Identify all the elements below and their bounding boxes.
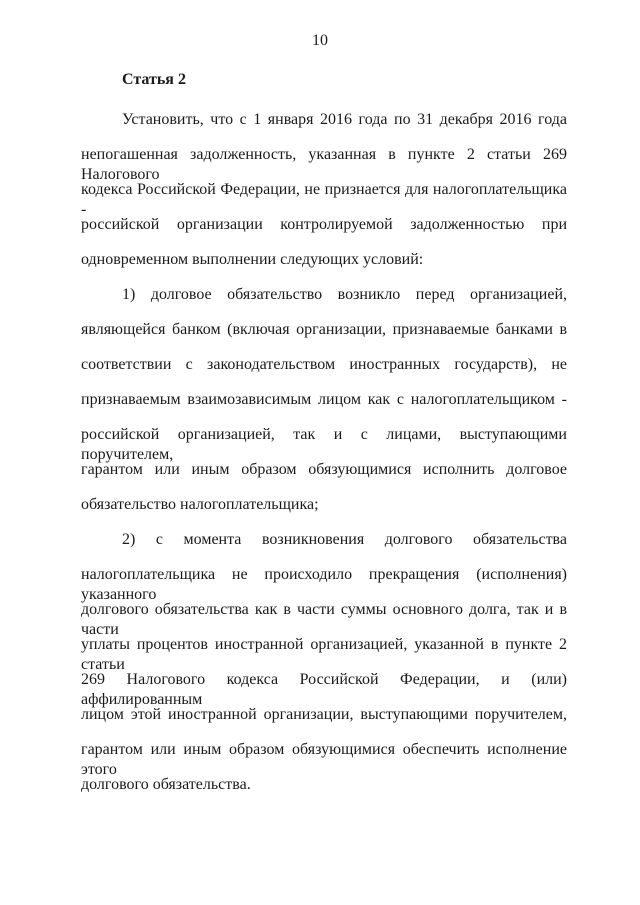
text-line: гарантом или иным образом обязующимися обеспечить исполнение этого (81, 741, 567, 778)
article-heading: Статья 2 (122, 71, 186, 88)
text-line: долгового обязательства. (81, 776, 251, 793)
text-line: 269 Налогового кодекса Российской Федерации, и (или) аффилированным (81, 671, 567, 708)
text-line: одновременном выполнении следующих условий: (81, 251, 424, 268)
page-number: 10 (312, 32, 328, 49)
text-line: российской организацией, так и с лицами, выступающими поручителем, (81, 426, 567, 463)
text-line: обязательство налогоплательщика; (81, 496, 319, 513)
text-line: российской организации контролируемой задолженностью при (81, 216, 567, 233)
text-line: кодекса Российской Федерации, не признается для налогоплательщика - (81, 181, 567, 218)
text-line: долгового обязательства как в части суммы основного долга, так и в части (81, 601, 567, 638)
text-line: лицом этой иностранной организации, выступающими поручителем, (81, 706, 567, 723)
text-line: Установить, что с 1 января 2016 года по 31 декабря 2016 года (122, 111, 567, 128)
text-line: непогашенная задолженность, указанная в пункте 2 статьи 269 Налогового (81, 146, 567, 183)
text-line: признаваемым взаимозависимым лицом как с налогоплательщиком - (81, 391, 567, 408)
text-line: являющейся банком (включая организации, признаваемые банками в (81, 321, 567, 338)
text-line: 2) с момента возникновения долгового обязательства (122, 531, 567, 548)
text-line: соответствии с законодательством иностранных государств), не (81, 356, 567, 373)
text-line: уплаты процентов иностранной организацией, указанной в пункте 2 статьи (81, 636, 567, 673)
text-line: налогоплательщика не происходило прекращения (исполнения) указанного (81, 566, 567, 603)
text-line: 1) долговое обязательство возникло перед организацией, (122, 286, 567, 303)
text-line: гарантом или иным образом обязующимися исполнить долговое (81, 461, 567, 478)
